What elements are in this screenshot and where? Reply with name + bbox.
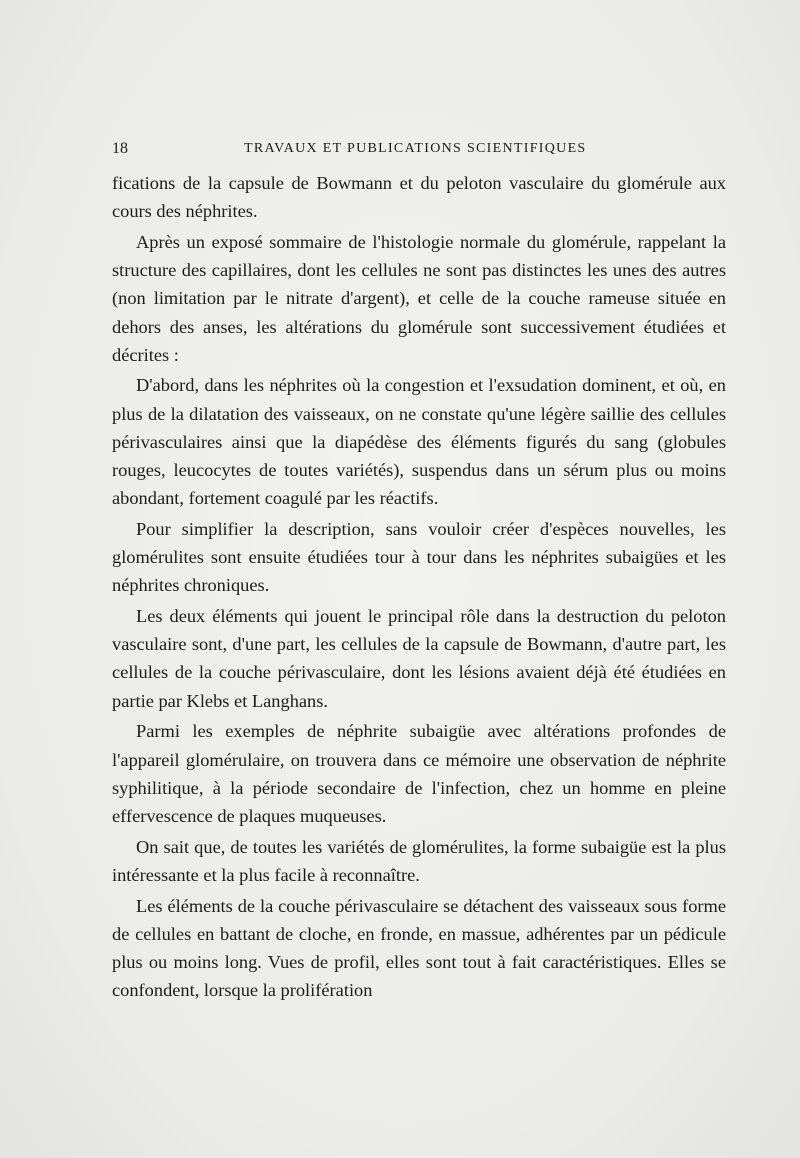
page-header [112,140,712,164]
paragraph: D'abord, dans les néphrites où la congestion et l'exsudation dominent, et où, en plus de la dilatation des vaisseaux, on ne constate qu'une légère saillie des cellules périvasculaires ainsi que la diapédèse des éléments figurés du sang (globules rouges, leucocytes de toutes variétés), suspendus dans un sérum plus ou moins abondant, fortement coagulé par les réactifs. [112,375,726,509]
paragraph: Les éléments de la couche périvasculaire se détachent des vaisseaux sous forme de cellules en battant de cloche, en fronde, en massue, adhérentes par un pédicule plus ou moins long. Vues de profil, elles sont tout à fait caractéristiques. Elles se confondent, lorsque la prolifération [112,895,726,1001]
paragraph: Parmi les exemples de néphrite subaigüe avec altérations profondes de l'appareil glomérulaire, on trouvera dans ce mémoire une observation de néphrite syphilitique, à la période secondaire de l'infection, chez un homme en pleine effervescence de plaques muqueuses. [112,721,726,826]
paragraph: Après un exposé sommaire de l'histologie normale du glomérule, rappelant la structure des capillaires, dont les cellules ne sont pas distinctes les unes des autres (non limitation par le nitrate d'argent), et celle de la couche rameuse située en dehors des anses, les altérations du glomérule sont successivement étudiées et décrites : [112,231,726,365]
paragraph: Les deux éléments qui jouent le principal rôle dans la destruction du peloton vasculaire sont, d'une part, les cellules de la capsule de Bowmann, d'autre part, les cellules de la couche périvasculaire, dont les lésions avaient déjà été étudiées en partie par Klebs et Langhans. [112,606,726,711]
paragraph: On sait que, de toutes les variétés de glomérulites, la forme subaigüe est la plus intéressante et la plus facile à reconnaître. [112,836,726,885]
paragraph-continued: fications de la capsule de Bowmann et du peloton vasculaire du glomérule aux cours des néphrites. [112,173,726,222]
body-text [112,169,726,1007]
running-title: TRAVAUX ET PUBLICATIONS SCIENTIFIQUES [244,141,587,156]
page-number: 18 [112,140,128,157]
paragraph: Pour simplifier la description, sans vouloir créer d'espèces nouvelles, les glomérulites sont ensuite étudiées tour à tour dans les néphrites subaigües et les néphrites chroniques. [112,518,726,596]
